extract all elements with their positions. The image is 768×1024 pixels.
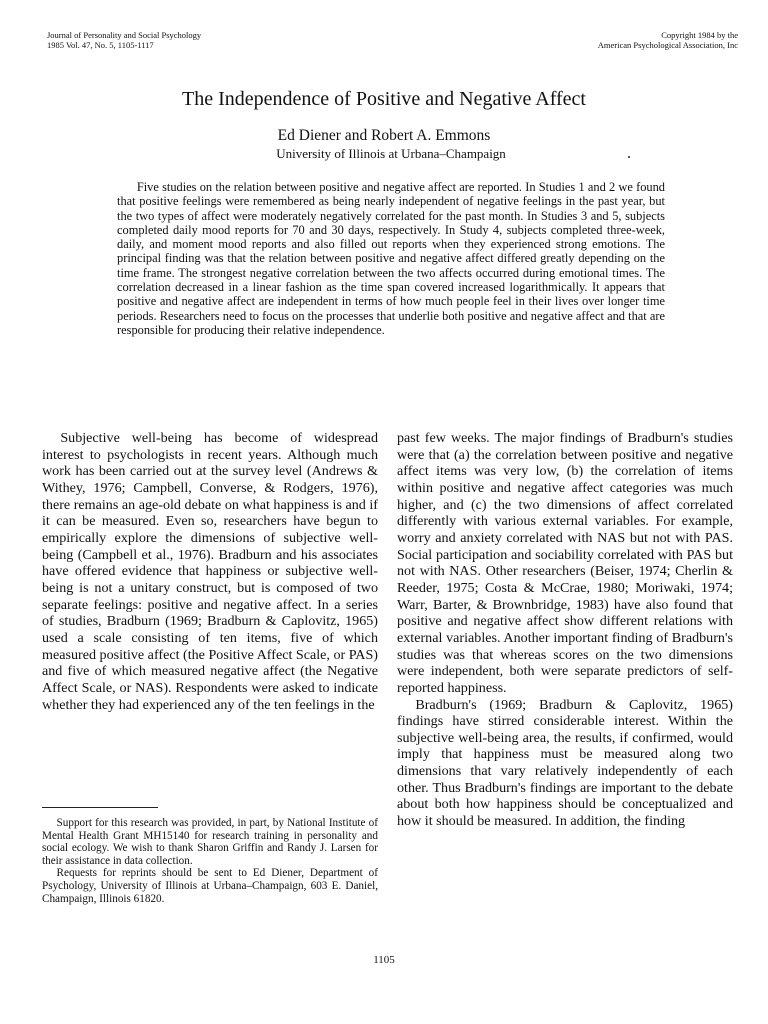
authors: Ed Diener and Robert A. Emmons — [277, 127, 491, 144]
body-column-left — [42, 430, 378, 713]
publisher-line: American Psychological Association, Inc — [597, 39, 738, 50]
article-title: The Independence of Positive and Negative Affect — [182, 88, 586, 110]
journal-volume: 1985 Vol. 47, No. 5, 1105-1117 — [47, 39, 154, 50]
body-paragraph: past few weeks. The major findings of Bradburn's studies were that (a) the correlation between positive and negative affect items was very low, (b) the correlation of items within positive and negative affect categories was much higher, and (c) the two dimensions of affect correlated differently with various external variables. For example, worry and anxiety correlated with NAS but not with PAS. Social participation and sociability correlated with PAS but not with NAS. Other researchers (Beiser, 1974; Cherlin & Reeder, 1975; Costa & McCrae, 1980; Moriwaki, 1974; Warr, Barter, & Brownbridge, 1983) have also found that positive and negative affect show different relations with external variables. Another important finding of Bradburn's studies was that whereas scores on the two dimensions were independent, both were separate predictors of self-reported happiness. — [397, 430, 733, 696]
print-speck — [628, 156, 630, 158]
body-column-right — [397, 430, 733, 830]
copyright-line: Copyright 1984 by the — [661, 30, 738, 40]
footnote-reprints: Requests for reprints should be sent to Ed Diener, Department of Psychology, University of Illinois at Urbana–Champaign, 603 E. Daniel, Champaign, Illinois 61820. — [42, 867, 378, 905]
footnotes — [42, 817, 378, 905]
affiliation: University of Illinois at Urbana–Champaign — [276, 146, 506, 161]
footnote-divider — [42, 807, 158, 808]
body-paragraph: Bradburn's (1969; Bradburn & Caplovitz, 1965) findings have stirred considerable interest. Within the subjective well-being area, the results, if confirmed, would imply that happiness must be measured along two dimensions that vary relatively independently of each other. Thus Bradburn's findings are important to the debate about both how happiness should be conceptualized and how it should be measured. In addition, the finding — [397, 696, 733, 830]
body-paragraph: Subjective well-being has become of widespread interest to psychologists in recent years. Although much work has been carried out at the survey level (Andrews & Withey, 1976; Campbell, Converse, & Rodgers, 1976), there remains an age-old debate on what happiness is and if it can be measured. Even so, researchers have begun to empirically explore the dimensions of subjective well-being (Campbell et al., 1976). Bradburn and his associates have offered evidence that happiness or subjective well-being is not a unitary construct, but is composed of two separate feelings: positive and negative affect. In a series of studies, Bradburn (1969; Bradburn & Caplovitz, 1965) used a scale consisting of ten items, five of which measured positive affect (the Positive Affect Scale, or PAS) and five of which measured negative affect (the Negative Affect Scale, or NAS). Respondents were asked to indicate whether they had experienced any of the ten feelings in the — [42, 430, 378, 713]
copyright-notice — [598, 31, 738, 50]
journal-name: Journal of Personality and Social Psychology — [47, 30, 202, 40]
journal-citation — [47, 31, 201, 50]
page-number: 1105 — [373, 954, 395, 966]
abstract: Five studies on the relation between positive and negative affect are reported. In Studies 1 and 2 we found that positive feelings were remembered as being nearly independent of negative feelings in the past year, but the two types of affect were moderately negatively correlated for the past month. In Studies 3 and 5, subjects completed daily mood reports for 70 and 30 days, respectively. In Study 4, subjects completed three-week, daily, and moment mood reports and also filled out reports when they experienced strong emotions. The principal finding was that the relation between positive and negative affect differed greatly depending on the time frame. The strongest negative correlation between the two affects occurred during emotional times. The correlation decreased in a linear fashion as the time span covered increased logarithmically. It appears that positive and negative affect are independent in terms of how much people feel in their lives over longer time periods. Researchers need to focus on the processes that underlie both positive and negative affect and that are responsible for producing their relative independence. — [117, 180, 665, 337]
footnote-support: Support for this research was provided, in part, by National Institute of Mental Health Grant MH15140 for research training in personality and social ecology. We wish to thank Sharon Griffin and Randy J. Larsen for their assistance in data collection. — [42, 817, 378, 867]
